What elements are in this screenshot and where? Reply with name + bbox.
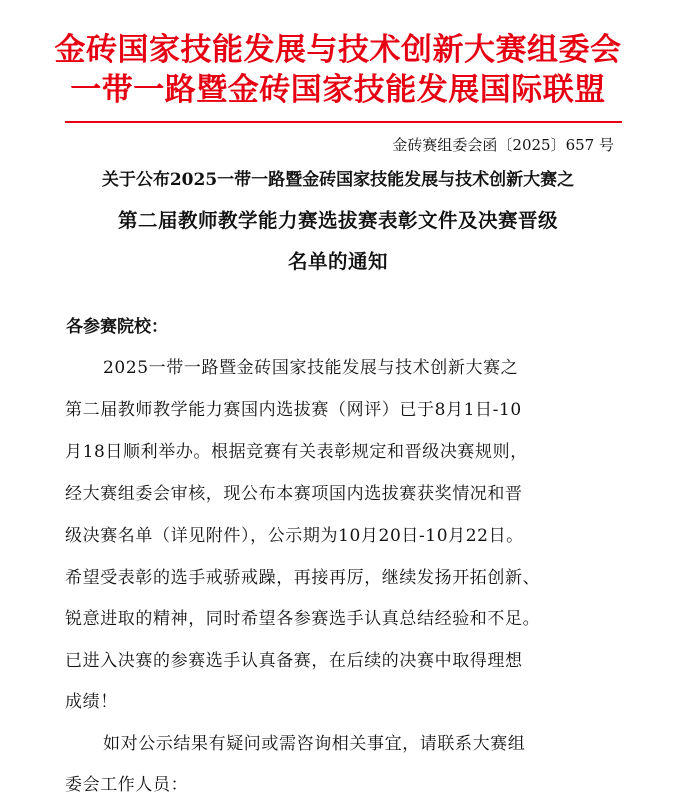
body-line: 锐意进取的精神，同时希望各参赛选手认真总结经验和不足。 (65, 609, 541, 629)
salutation: 各参赛院校： (66, 317, 168, 337)
title-line-3: 名单的通知 (287, 250, 388, 273)
body-line: 2025一带一路暨金砖国家技能发展与技术创新大赛之 (103, 358, 519, 378)
letterhead-line-2: 一带一路暨金砖国家技能发展国际联盟 (70, 72, 606, 108)
body-line: 级决赛名单（详见附件），公示期为10月20日-10月22日。 (65, 526, 524, 546)
body-line: 希望受表彰的选手戒骄戒躁，再接再厉，继续发扬开拓创新、 (65, 568, 541, 588)
body-line: 委会工作人员： (65, 775, 189, 795)
body-line: 第二届教师教学能力赛国内选拔赛（网评）已于8月1日-10 (65, 400, 522, 420)
body-line: 成绩！ (65, 692, 118, 712)
body-line: 月18日顺利举办。根据竞赛有关表彰规定和晋级决赛规则， (65, 442, 528, 462)
body-line: 如对公示结果有疑问或需咨询相关事宜，请联系大赛组 (103, 734, 526, 754)
title-line-1: 关于公布2025一带一路暨金砖国家技能发展与技术创新大赛之 (101, 170, 575, 190)
body-line: 经大赛组委会审核，现公布本赛项国内选拔赛获奖情况和晋 (65, 484, 523, 504)
letterhead (0, 30, 676, 110)
document-number: 金砖赛组委会函〔2025〕657 号 (392, 136, 614, 154)
body-line: 已进入决赛的参赛选手认真备赛，在后续的决赛中取得理想 (65, 651, 523, 671)
letterhead-line-1: 金砖国家技能发展与技术创新大赛组委会 (54, 32, 622, 68)
letterhead-divider (65, 121, 622, 123)
title-line-2: 第二届教师教学能力赛选拔赛表彰文件及决赛晋级 (117, 209, 558, 232)
